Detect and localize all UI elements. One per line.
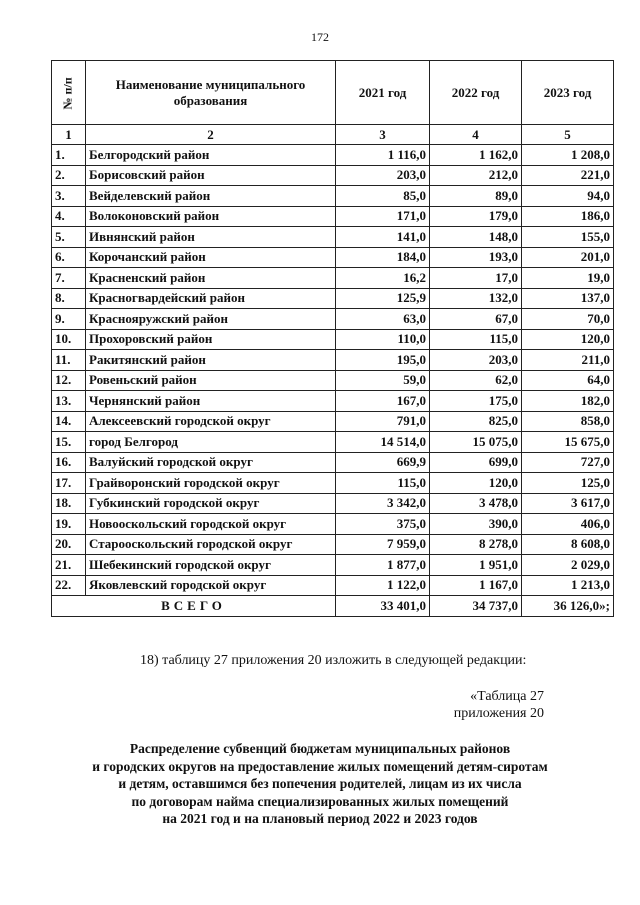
- total-label: ВСЕГО: [52, 596, 336, 617]
- subvention-table: [51, 60, 614, 617]
- value-2021: 184,0: [336, 247, 430, 268]
- table-row: [52, 391, 614, 412]
- table-row: [52, 575, 614, 596]
- value-2023: 94,0: [522, 186, 614, 207]
- value-2021: 1 877,0: [336, 555, 430, 576]
- value-2021: 171,0: [336, 206, 430, 227]
- value-2021: 110,0: [336, 329, 430, 350]
- municipality-name: Яковлевский городской округ: [86, 575, 336, 596]
- value-2021: 125,9: [336, 288, 430, 309]
- value-2023: 155,0: [522, 227, 614, 248]
- municipality-name: Новооскольский городской округ: [86, 514, 336, 535]
- total-2022: 34 737,0: [430, 596, 522, 617]
- value-2023: 19,0: [522, 268, 614, 289]
- row-number: 18.: [52, 493, 86, 514]
- table-caption-line: «Таблица 27: [470, 689, 544, 704]
- value-2022: 132,0: [430, 288, 522, 309]
- value-2022: 193,0: [430, 247, 522, 268]
- municipality-name: Краснояружский район: [86, 309, 336, 330]
- value-2023: 858,0: [522, 411, 614, 432]
- heading-line: по договорам найма специализированных жилых помещений: [131, 793, 509, 809]
- table-row: [52, 329, 614, 350]
- value-2021: 195,0: [336, 350, 430, 371]
- total-2023: 36 126,0»;: [522, 596, 614, 617]
- value-2022: 15 075,0: [430, 432, 522, 453]
- table-row: [52, 165, 614, 186]
- municipality-name: Шебекинский городской округ: [86, 555, 336, 576]
- row-number: 17.: [52, 473, 86, 494]
- value-2023: 201,0: [522, 247, 614, 268]
- value-2021: 167,0: [336, 391, 430, 412]
- table-row: [52, 555, 614, 576]
- value-2022: 120,0: [430, 473, 522, 494]
- table-caption: [426, 688, 544, 722]
- municipality-name: Ровеньский район: [86, 370, 336, 391]
- value-2023: 15 675,0: [522, 432, 614, 453]
- table-row: [52, 288, 614, 309]
- value-2023: 1 213,0: [522, 575, 614, 596]
- row-number: 14.: [52, 411, 86, 432]
- header-name: Наименование муниципального образования: [86, 61, 336, 125]
- value-2021: 1 116,0: [336, 145, 430, 166]
- row-number: 9.: [52, 309, 86, 330]
- table-row: [52, 411, 614, 432]
- row-number: 8.: [52, 288, 86, 309]
- value-2022: 699,0: [430, 452, 522, 473]
- value-2022: 825,0: [430, 411, 522, 432]
- section-heading: [0, 740, 640, 828]
- table-row: [52, 206, 614, 227]
- value-2021: 16,2: [336, 268, 430, 289]
- value-2023: 2 029,0: [522, 555, 614, 576]
- row-number: 11.: [52, 350, 86, 371]
- value-2022: 175,0: [430, 391, 522, 412]
- row-number: 7.: [52, 268, 86, 289]
- column-index: 1: [52, 125, 86, 145]
- value-2021: 141,0: [336, 227, 430, 248]
- value-2023: 137,0: [522, 288, 614, 309]
- value-2021: 59,0: [336, 370, 430, 391]
- row-number: 19.: [52, 514, 86, 535]
- value-2023: 125,0: [522, 473, 614, 494]
- row-number: 5.: [52, 227, 86, 248]
- total-row: [52, 596, 614, 617]
- table-row: [52, 186, 614, 207]
- table-row: [52, 370, 614, 391]
- header-2023: 2023 год: [522, 61, 614, 125]
- value-2023: 406,0: [522, 514, 614, 535]
- table-row: [52, 247, 614, 268]
- heading-line: Распределение субвенций бюджетам муниципальных районов: [129, 741, 511, 756]
- value-2022: 148,0: [430, 227, 522, 248]
- value-2022: 179,0: [430, 206, 522, 227]
- row-number: 10.: [52, 329, 86, 350]
- value-2022: 203,0: [430, 350, 522, 371]
- municipality-name: Красненский район: [86, 268, 336, 289]
- value-2023: 186,0: [522, 206, 614, 227]
- value-2022: 62,0: [430, 370, 522, 391]
- row-number: 2.: [52, 165, 86, 186]
- page-number: 172: [311, 30, 329, 44]
- value-2022: 8 278,0: [430, 534, 522, 555]
- municipality-name: Корочанский район: [86, 247, 336, 268]
- municipality-name: Грайворонский городской округ: [86, 473, 336, 494]
- municipality-name: Волоконовский район: [86, 206, 336, 227]
- amendment-paragraph: 18) таблицу 27 приложения 20 изложить в следующей редакции:: [140, 653, 527, 668]
- column-index: 2: [86, 125, 336, 145]
- column-index: 5: [522, 125, 614, 145]
- value-2021: 669,9: [336, 452, 430, 473]
- value-2021: 3 342,0: [336, 493, 430, 514]
- municipality-name: Вейделевский район: [86, 186, 336, 207]
- column-index-row: [52, 125, 614, 145]
- row-number: 21.: [52, 555, 86, 576]
- table-row: [52, 268, 614, 289]
- row-number: 3.: [52, 186, 86, 207]
- table-row: [52, 452, 614, 473]
- value-2022: 390,0: [430, 514, 522, 535]
- municipality-name: Алексеевский городской округ: [86, 411, 336, 432]
- table-row: [52, 473, 614, 494]
- municipality-name: Ракитянский район: [86, 350, 336, 371]
- row-number: 15.: [52, 432, 86, 453]
- municipality-name: город Белгород: [86, 432, 336, 453]
- column-index: 3: [336, 125, 430, 145]
- table-row: [52, 350, 614, 371]
- heading-line: на 2021 год и на плановый период 2022 и 2023 годов: [162, 811, 478, 826]
- value-2023: 120,0: [522, 329, 614, 350]
- value-2023: 182,0: [522, 391, 614, 412]
- total-2021: 33 401,0: [336, 596, 430, 617]
- row-number: 13.: [52, 391, 86, 412]
- table-row: [52, 534, 614, 555]
- municipality-name: Красногвардейский район: [86, 288, 336, 309]
- table-header-row: [52, 61, 614, 125]
- value-2021: 7 959,0: [336, 534, 430, 555]
- value-2023: 3 617,0: [522, 493, 614, 514]
- value-2022: 212,0: [430, 165, 522, 186]
- value-2022: 115,0: [430, 329, 522, 350]
- municipality-name: Белгородский район: [86, 145, 336, 166]
- value-2022: 67,0: [430, 309, 522, 330]
- table-row: [52, 145, 614, 166]
- municipality-name: Старооскольский городской округ: [86, 534, 336, 555]
- municipality-name: Ивнянский район: [86, 227, 336, 248]
- header-2021: 2021 год: [336, 61, 430, 125]
- value-2021: 375,0: [336, 514, 430, 535]
- table-row: [52, 432, 614, 453]
- row-number: 4.: [52, 206, 86, 227]
- municipality-name: Валуйский городской округ: [86, 452, 336, 473]
- value-2023: 727,0: [522, 452, 614, 473]
- row-number: 12.: [52, 370, 86, 391]
- row-number: 6.: [52, 247, 86, 268]
- value-2021: 85,0: [336, 186, 430, 207]
- heading-line: и городских округов на предоставление жилых помещений детям-сиротам: [92, 758, 548, 774]
- header-number: № п/п: [52, 61, 86, 125]
- header-2022: 2022 год: [430, 61, 522, 125]
- value-2021: 791,0: [336, 411, 430, 432]
- value-2022: 1 162,0: [430, 145, 522, 166]
- municipality-name: Борисовский район: [86, 165, 336, 186]
- value-2021: 63,0: [336, 309, 430, 330]
- table-row: [52, 309, 614, 330]
- heading-line: и детям, оставшимся без попечения родителей, лицам из их числа: [118, 776, 522, 791]
- table-row: [52, 227, 614, 248]
- value-2022: 3 478,0: [430, 493, 522, 514]
- value-2021: 115,0: [336, 473, 430, 494]
- value-2023: 1 208,0: [522, 145, 614, 166]
- value-2023: 211,0: [522, 350, 614, 371]
- value-2022: 1 951,0: [430, 555, 522, 576]
- column-index: 4: [430, 125, 522, 145]
- value-2022: 1 167,0: [430, 575, 522, 596]
- value-2021: 14 514,0: [336, 432, 430, 453]
- value-2023: 70,0: [522, 309, 614, 330]
- row-number: 16.: [52, 452, 86, 473]
- table-row: [52, 514, 614, 535]
- municipality-name: Чернянский район: [86, 391, 336, 412]
- value-2021: 1 122,0: [336, 575, 430, 596]
- row-number: 1.: [52, 145, 86, 166]
- value-2023: 8 608,0: [522, 534, 614, 555]
- value-2022: 17,0: [430, 268, 522, 289]
- row-number: 20.: [52, 534, 86, 555]
- row-number: 22.: [52, 575, 86, 596]
- value-2023: 221,0: [522, 165, 614, 186]
- table-caption-line: приложения 20: [453, 706, 544, 721]
- municipality-name: Прохоровский район: [86, 329, 336, 350]
- municipality-name: Губкинский городской округ: [86, 493, 336, 514]
- table-row: [52, 493, 614, 514]
- value-2023: 64,0: [522, 370, 614, 391]
- value-2021: 203,0: [336, 165, 430, 186]
- value-2022: 89,0: [430, 186, 522, 207]
